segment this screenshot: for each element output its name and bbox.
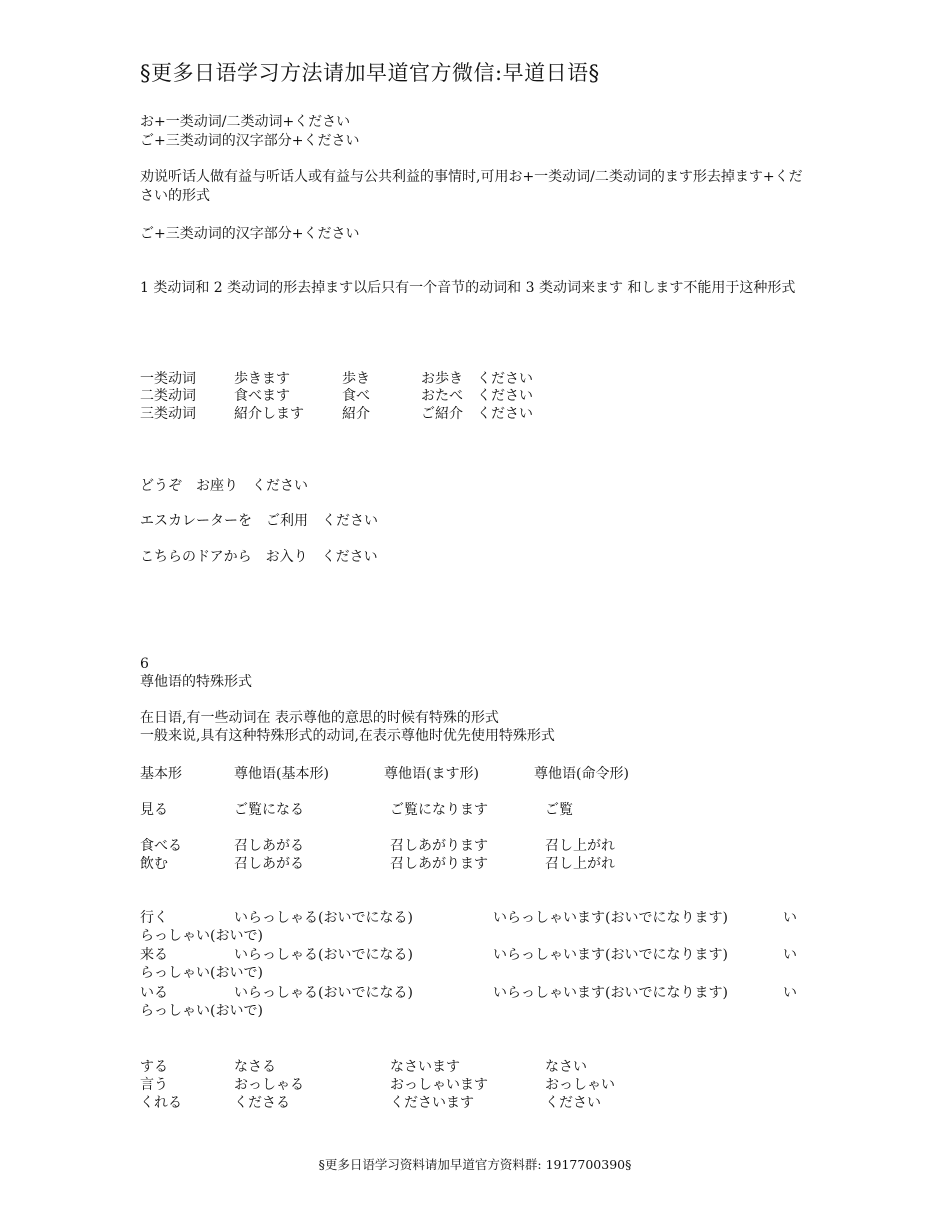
- honorific-plain: いらっしゃる(おいでになる): [234, 947, 413, 963]
- honorific-masu: くださいます: [390, 1095, 474, 1111]
- honorific-plain: なさる: [234, 1059, 276, 1075]
- restriction-note: 1 类动词和 2 类动词的形去掉ます以后只有一个音节的动词和 3 类动词来ます 和します不能用于这种形式: [140, 280, 796, 296]
- rule-line-1: お+一类动词/二类动词+ください: [140, 114, 351, 130]
- honorific-masu: 召しあがります: [390, 838, 488, 854]
- honorific-masu: いらっしゃいます(おいでになります): [493, 947, 728, 963]
- honorific-masu: いらっしゃいます(おいでになります): [493, 910, 728, 926]
- honorific-plain: くださる: [234, 1095, 290, 1111]
- verb-request-form: ご紹介 ください: [421, 406, 533, 422]
- rule-line-2: ご+三类动词的汉字部分+ください: [140, 133, 360, 149]
- honorific-masu: おっしゃいます: [390, 1077, 488, 1093]
- honorific-plain: いらっしゃる(おいでになる): [234, 985, 413, 1001]
- base-form: 言う: [140, 1077, 168, 1093]
- honorific-masu: 召しあがります: [390, 856, 488, 872]
- base-form: いる: [140, 985, 168, 1001]
- honorific-imperative: い: [783, 947, 797, 963]
- honorific-plain: 召しあがる: [234, 856, 304, 872]
- verb-masu: 歩きます: [234, 371, 290, 387]
- verb-stem: 紹介: [342, 406, 370, 422]
- section-description-2: 一般来说,具有这种特殊形式的动词,在表示尊他时优先使用特殊形式: [140, 728, 555, 744]
- page-header: §更多日语学习方法请加早道官方微信:早道日语§: [140, 61, 600, 85]
- honorific-imperative: ください: [545, 1095, 601, 1111]
- verb-request-form: おたべ ください: [421, 388, 533, 404]
- honorific-imperative-continued: らっしゃい(おいで): [140, 1003, 263, 1019]
- verb-request-form: お歩き ください: [421, 371, 533, 387]
- honorific-imperative: ご覧: [545, 802, 573, 818]
- verb-type: 三类动词: [140, 406, 196, 422]
- section-number: 6: [140, 656, 149, 672]
- section-description-1: 在日语,有一些动词在 表示尊他的意思的时候有特殊的形式: [140, 710, 499, 726]
- base-form: 飲む: [140, 856, 168, 872]
- verb-type: 一类动词: [140, 371, 196, 387]
- honorific-imperative: 召し上がれ: [545, 856, 615, 872]
- verb-masu: 紹介します: [234, 406, 304, 422]
- rule-line-3: ご+三类动词的汉字部分+ください: [140, 226, 360, 242]
- honorific-imperative: い: [783, 985, 797, 1001]
- honorific-masu: ご覧になります: [390, 802, 488, 818]
- honorific-imperative: なさい: [545, 1059, 587, 1075]
- example-sentence: どうぞ お座り ください: [140, 478, 308, 494]
- example-sentence: エスカレーターを ご利用 ください: [140, 513, 378, 529]
- base-form: 行く: [140, 910, 168, 926]
- verb-masu: 食べます: [234, 388, 290, 404]
- base-form: 来る: [140, 947, 168, 963]
- verb-type: 二类动词: [140, 388, 196, 404]
- honorific-imperative: い: [783, 910, 797, 926]
- explanation-paragraph: 劝说听话人做有益与听话人或有益与公共利益的事情时,可用お+一类动词/二类动词的ます形去掉ます+ください的形式: [140, 169, 803, 204]
- column-header: 尊他语(ます形): [384, 766, 479, 782]
- honorific-imperative: おっしゃい: [545, 1077, 615, 1093]
- honorific-plain: ご覧になる: [234, 802, 304, 818]
- base-form: 食べる: [140, 838, 182, 854]
- honorific-imperative-continued: らっしゃい(おいで): [140, 965, 263, 981]
- base-form: 見る: [140, 802, 168, 818]
- column-header: 尊他语(命令形): [534, 766, 629, 782]
- verb-stem: 歩き: [342, 371, 370, 387]
- verb-stem: 食べ: [342, 388, 370, 404]
- honorific-masu: いらっしゃいます(おいでになります): [493, 985, 728, 1001]
- example-sentence: こちらのドアから お入り ください: [140, 549, 378, 565]
- section-title: 尊他语的特殊形式: [140, 674, 252, 690]
- honorific-imperative: 召し上がれ: [545, 838, 615, 854]
- base-form: くれる: [140, 1095, 182, 1111]
- honorific-plain: いらっしゃる(おいでになる): [234, 910, 413, 926]
- honorific-imperative-continued: らっしゃい(おいで): [140, 928, 263, 944]
- column-header: 基本形: [140, 766, 182, 782]
- column-header: 尊他语(基本形): [234, 766, 329, 782]
- honorific-plain: 召しあがる: [234, 838, 304, 854]
- base-form: する: [140, 1059, 168, 1075]
- page-footer: §更多日语学习资料请加早道官方资料群: 1917700390§: [318, 1157, 632, 1172]
- honorific-masu: なさいます: [390, 1059, 460, 1075]
- honorific-plain: おっしゃる: [234, 1077, 304, 1093]
